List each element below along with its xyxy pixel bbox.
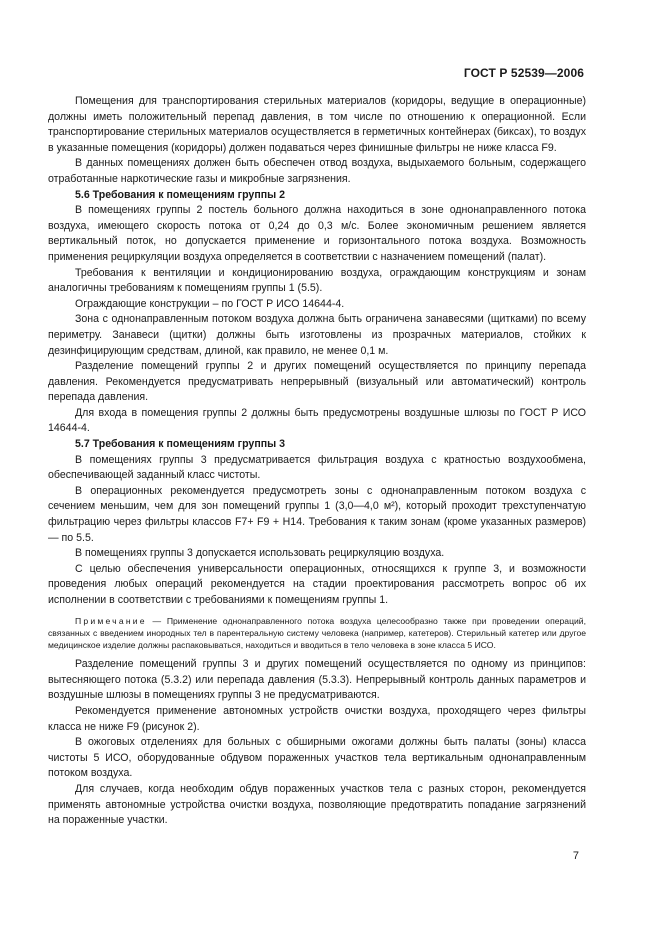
paragraph-operating-zones: В операционных рекомендуется предусмотреть зоны с однонаправленным потоком воздуха с сечением меньшим, чем для зон помещений группы 1 (3,0—4,0 м²), который проходит трехступенчатую фильтрацию через фильтры классов F7+ F9 + H14. Требования к таким зонам (кроме указанных размеров) — по 5.5. xyxy=(48,484,586,544)
paragraph-curtains: Зона с однонаправленным потоком воздуха должна быть ограничена занавесями (щитками) по всему периметру. Занавеси (щитки) должны быть изготовлены из прозрачных материалов, стойких к дезинфицирующим средствам, длиной, как правило, не менее 0,1 м. xyxy=(48,313,586,357)
paragraph-autonomous-devices: Рекомендуется применение автономных устройств очистки воздуха, проходящего через фильтры класса не ниже F9 (рисунок 2). xyxy=(48,704,586,733)
paragraph-recirculation: В помещениях группы 3 допускается использовать рециркуляцию воздуха. xyxy=(75,547,445,560)
paragraph-group3-separation: Разделение помещений группы 3 и других помещений осуществляется по одному из принципов: вытесняющего потока (5.3.2) или перепада давления (5.3.3). Непрерывный контроль данных параметров и воздушные шлюзы в помещениях группы 3 не предусматриваются. xyxy=(48,658,586,702)
document-id-header: ГОСТ Р 52539—2006 xyxy=(463,66,584,80)
note-text: — Применение однонаправленного потока воздуха целесообразно также при проведении операций, связанных с введением инородных тел в парентеральную систему человека (например, катетеров). Стерильный катетер или другое медицинское изделие должны распаковываться, находиться и вводиться в тело человека в зоне класса 5 ИСО. xyxy=(48,615,586,650)
note xyxy=(48,615,586,652)
paragraph-sterile-transport: Помещения для транспортирования стерильных материалов (коридоры, ведущие в операционные) должны иметь положительный перепад давления, в том числе по отношению к операционной. Если транспортирование стерильных материалов осуществляется в герметичных контейнерах (биксах), то воздух в указанные помещения (коридоры) должен подаваться через финишные фильтры не ниже класса F9. xyxy=(48,95,586,154)
section-heading-5-6: 5.6 Требования к помещениям группы 2 xyxy=(75,188,285,201)
paragraph-group2-bed: В помещениях группы 2 постель больного должна находиться в зоне однонаправленного потока воздуха, имеющего скорость потока от 0,24 до 0,3 м/с. Более экономичным решением является вертикальный поток, но допускается применение и горизонтального потока воздуха. Возможность применения рециркуляции воздуха определяется в соответствии с назначением помещений (палат). xyxy=(48,204,586,263)
paragraph-universality: С целью обеспечения универсальности операционных, относящихся к группе 3, и возможности проведения любых операций рекомендуется на стадии проектирования рассмотреть вопрос об их исполнении в соответствии с требованиями к помещениям группы 1. xyxy=(48,562,586,606)
section-heading-5-7: 5.7 Требования к помещениям группы 3 xyxy=(75,438,285,451)
paragraph-enclosures: Ограждающие конструкции – по ГОСТ Р ИСО 14644-4. xyxy=(75,297,345,310)
paragraph-group2-ventilation: Требования к вентиляции и кондиционированию воздуха, ограждающим конструкциям и зонам аналогичны требованиям к помещениям группы 1 (5.5). xyxy=(48,266,586,295)
page-number: 7 xyxy=(572,850,579,862)
paragraph-burn-units: В ожоговых отделениях для больных с обширными ожогами должны быть палаты (зоны) класса чистоты 5 ИСО, оборудованные обдувом пораженных участков тела вертикальным однонаправленным потоком воздуха. xyxy=(48,736,586,780)
paragraph-multi-side-blowing: Для случаев, когда необходим обдув пораженных участков тела с разных сторон, рекомендуется применять автономные устройства очистки воздуха, позволяющие предотвратить попадание загрязнений на пораженные участки. xyxy=(48,782,586,827)
note-label: Примечание xyxy=(75,615,147,626)
paragraph-airlocks: Для входа в помещения группы 2 должны быть предусмотрены воздушные шлюзы по ГОСТ Р ИСО 14644-4. xyxy=(48,406,586,435)
document-body xyxy=(48,94,586,829)
paragraph-group3-filtration: В помещениях группы 3 предусматривается фильтрация воздуха с кратностью воздухообмена, обеспечивающей заданный класс чистоты. xyxy=(48,453,586,482)
paragraph-exhaust: В данных помещениях должен быть обеспечен отвод воздуха, выдыхаемого больным, содержащего отработанные наркотические газы и микробные загрязнения. xyxy=(48,157,586,185)
paragraph-group2-separation: Разделение помещений группы 2 и других помещений осуществляется по принципу перепада давления. Рекомендуется предусматривать непрерывный (визуальный или автоматический) контроль перепада давления. xyxy=(48,360,586,404)
